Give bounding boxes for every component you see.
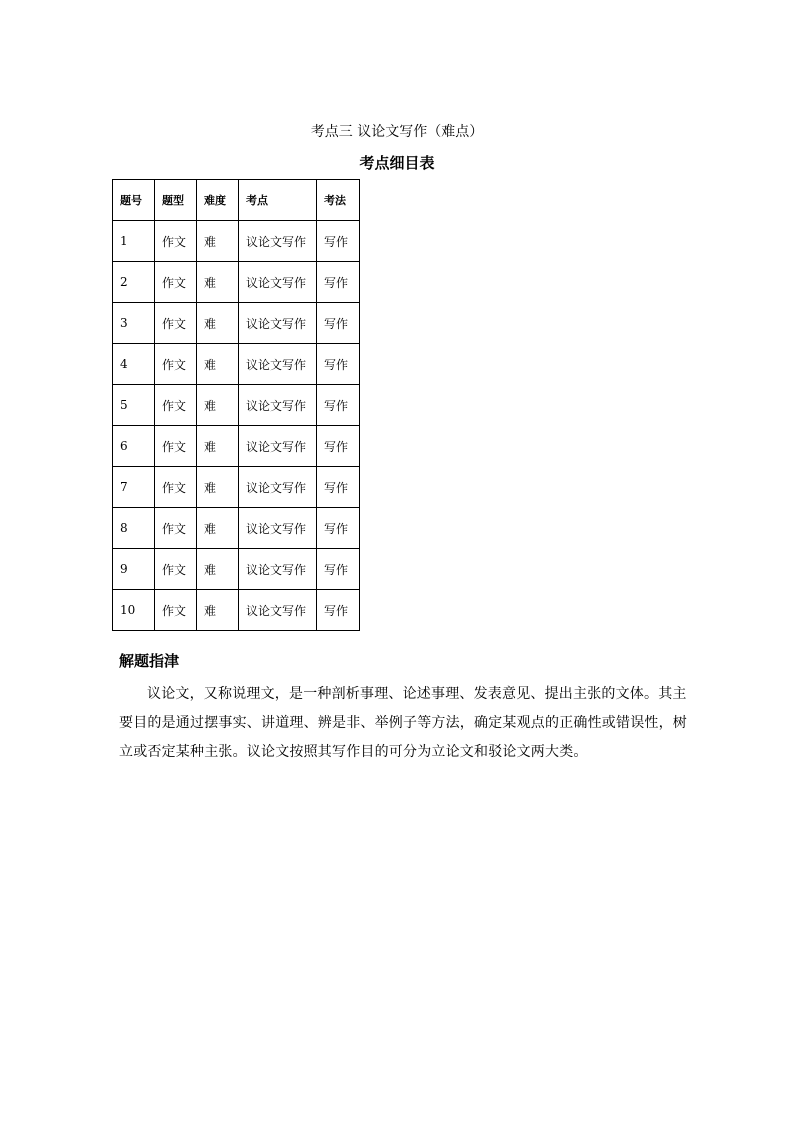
cell-method: 写作 (317, 549, 360, 590)
table-row (113, 590, 360, 631)
cell-type: 作文 (155, 303, 197, 344)
cell-type: 作文 (155, 344, 197, 385)
cell-number: 1 (113, 221, 155, 262)
cell-topic: 议论文写作 (239, 426, 317, 467)
header-cell-type: 题型 (155, 180, 197, 221)
cell-number: 6 (113, 426, 155, 467)
cell-number: 10 (113, 590, 155, 631)
cell-method: 写作 (317, 344, 360, 385)
table-row (113, 467, 360, 508)
cell-topic: 议论文写作 (239, 262, 317, 303)
cell-topic: 议论文写作 (239, 508, 317, 549)
cell-method: 写作 (317, 262, 360, 303)
spec-table (112, 179, 360, 631)
table-row (113, 221, 360, 262)
cell-difficulty: 难 (197, 385, 239, 426)
cell-method: 写作 (317, 221, 360, 262)
header-cell-number: 题号 (113, 180, 155, 221)
table-row (113, 303, 360, 344)
header-cell-difficulty: 难度 (197, 180, 239, 221)
cell-method: 写作 (317, 467, 360, 508)
cell-number: 3 (113, 303, 155, 344)
cell-number: 9 (113, 549, 155, 590)
cell-method: 写作 (317, 303, 360, 344)
cell-type: 作文 (155, 508, 197, 549)
section-heading: 解题指津 (119, 652, 180, 670)
cell-method: 写作 (317, 508, 360, 549)
cell-type: 作文 (155, 385, 197, 426)
document-title: 考点三 议论文写作（难点） (310, 124, 484, 140)
cell-type: 作文 (155, 590, 197, 631)
cell-difficulty: 难 (197, 549, 239, 590)
cell-difficulty: 难 (197, 344, 239, 385)
header-cell-topic: 考点 (239, 180, 317, 221)
cell-topic: 议论文写作 (239, 221, 317, 262)
table-row (113, 549, 360, 590)
table-row (113, 508, 360, 549)
cell-topic: 议论文写作 (239, 467, 317, 508)
cell-method: 写作 (317, 590, 360, 631)
cell-difficulty: 难 (197, 508, 239, 549)
cell-number: 4 (113, 344, 155, 385)
table-row (113, 385, 360, 426)
table-row (113, 426, 360, 467)
cell-topic: 议论文写作 (239, 590, 317, 631)
cell-number: 5 (113, 385, 155, 426)
table-row (113, 262, 360, 303)
cell-difficulty: 难 (197, 262, 239, 303)
cell-method: 写作 (317, 426, 360, 467)
cell-type: 作文 (155, 549, 197, 590)
cell-number: 8 (113, 508, 155, 549)
cell-type: 作文 (155, 467, 197, 508)
cell-difficulty: 难 (197, 221, 239, 262)
table-header-row (113, 180, 360, 221)
body-paragraph: 议论文，又称说理文，是一种剖析事理、论述事理、发表意见、提出主张的文体。其主要目的是通过摆事实、讲道理、辨是非、举例子等方法，确定某观点的正确性或错误性，树立或否定某种主张。议论文按照其写作目的可分为立论文和驳论文两大类。 (119, 686, 687, 760)
cell-method: 写作 (317, 385, 360, 426)
cell-topic: 议论文写作 (239, 303, 317, 344)
cell-number: 2 (113, 262, 155, 303)
cell-type: 作文 (155, 262, 197, 303)
cell-number: 7 (113, 467, 155, 508)
cell-difficulty: 难 (197, 303, 239, 344)
cell-topic: 议论文写作 (239, 549, 317, 590)
cell-type: 作文 (155, 426, 197, 467)
table-title: 考点细目表 (359, 154, 435, 172)
cell-topic: 议论文写作 (239, 344, 317, 385)
table-row (113, 344, 360, 385)
cell-topic: 议论文写作 (239, 385, 317, 426)
cell-difficulty: 难 (197, 467, 239, 508)
cell-difficulty: 难 (197, 590, 239, 631)
header-cell-method: 考法 (317, 180, 360, 221)
cell-difficulty: 难 (197, 426, 239, 467)
cell-type: 作文 (155, 221, 197, 262)
